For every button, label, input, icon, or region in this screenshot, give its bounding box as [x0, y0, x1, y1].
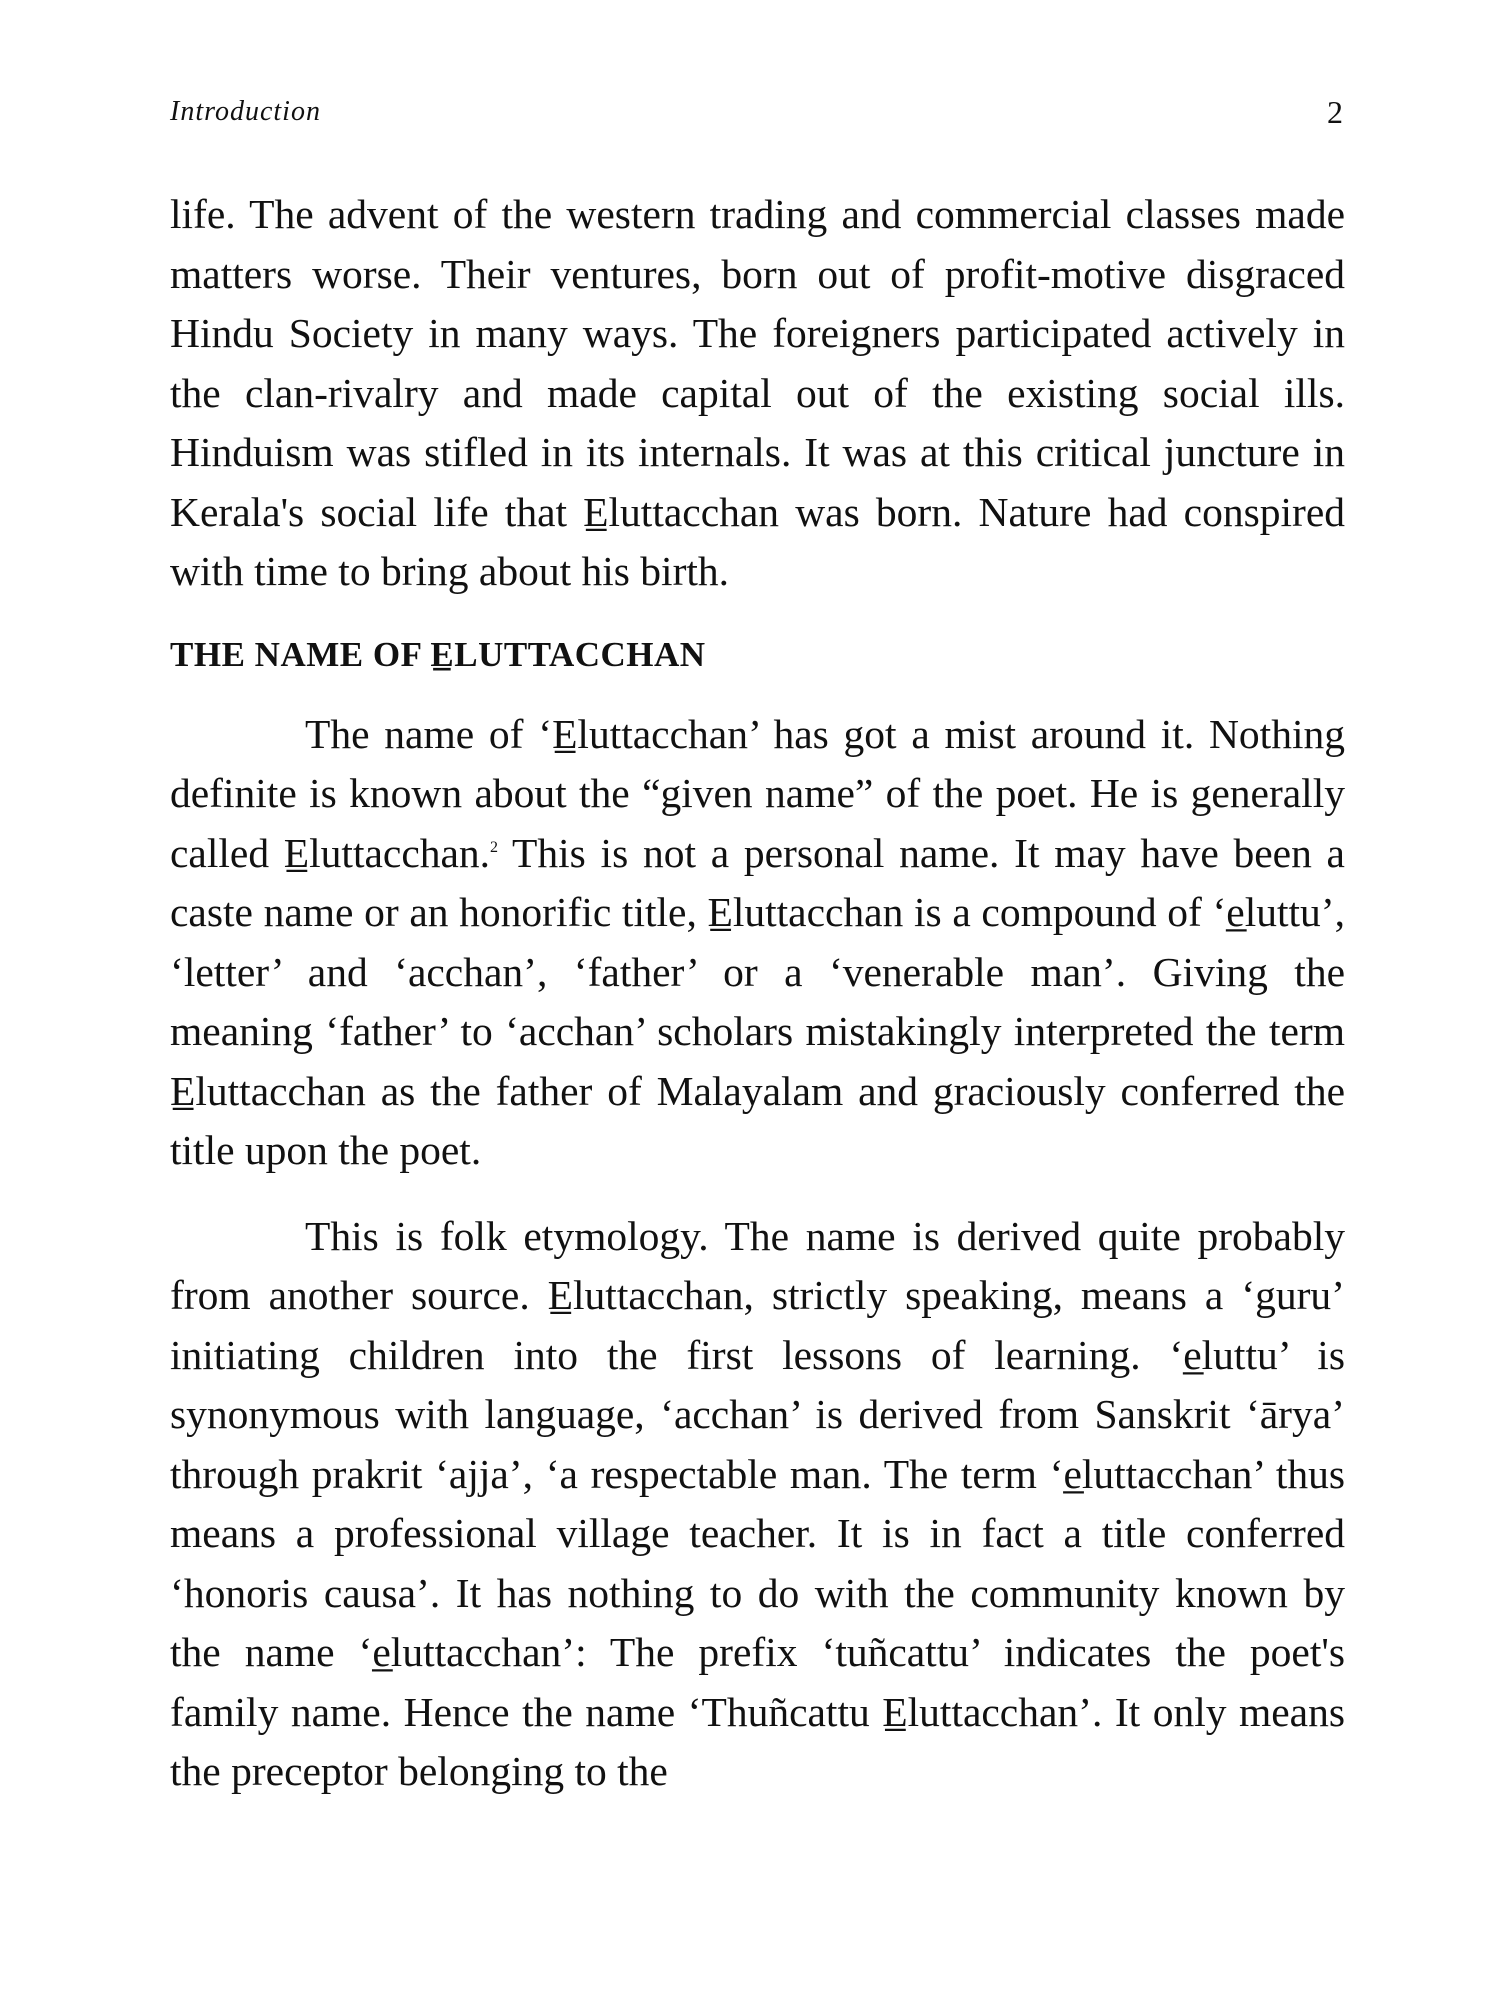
- section-heading: THE NAME OF E̲LUTTACCHAN: [170, 634, 706, 674]
- running-title: Introduction: [170, 96, 321, 127]
- paragraph-text: This is not a personal name. It may have been a caste name or an honorific title, E̲luttacchan is a compound of ‘e̲luttu’, ‘letter’ and ‘acchan’, ‘father’ or a ‘venerable man’. Giving the meaning ‘father’ to ‘acchan’ scholars mistakingly interpreted the term E̲luttacchan as the father of Malayalam and graciously conferred the title upon the poet.: [170, 829, 1345, 1173]
- paragraph-text: The name of ‘E̲luttacchan’ has got a mist around it. Nothing definite is known about the “given name” of the poet. He is generally called E̲luttacchan.: [170, 710, 1345, 876]
- body-text: [170, 185, 1345, 1802]
- paragraph-folk-etymology: This is folk etymology. The name is derived quite probably from another source. E̲luttacchan, strictly speaking, means a ‘guru’ initiating children into the first lessons of learning. ‘e̲luttu’ is synonymous with language, ‘acchan’ is derived from Sanskrit ‘ārya’ through prakrit ‘ajja’, ‘a respectable man. The term ‘e̲luttacchan’ thus means a professional village teacher. It is in fact a title conferred ‘honoris causa’. It has nothing to do with the community known by the name ‘e̲luttacchan’: The prefix ‘tuñcattu’ indicates the poet's family name. Hence the name ‘Thuñcattu E̲luttacchan’. It only means the preceptor belonging to the: [170, 1212, 1345, 1794]
- running-head: [170, 96, 1345, 136]
- paragraph-continuation: life. The advent of the western trading and commercial classes made matters worse. Their ventures, born out of profit-motive disgraced Hindu Society in many ways. The foreigners participated actively in the clan-rivalry and made capital out of the existing social ills. Hinduism was stifled in its internals. It was at this critical juncture in Kerala's social life that E̲luttacchan was born. Nature had conspired with time to bring about his birth.: [170, 191, 1345, 594]
- paragraph-name-origin: [170, 705, 1345, 1181]
- footnote-marker[interactable]: 2: [490, 838, 499, 856]
- page-number: 2: [1327, 94, 1343, 130]
- book-page: [170, 0, 1345, 2000]
